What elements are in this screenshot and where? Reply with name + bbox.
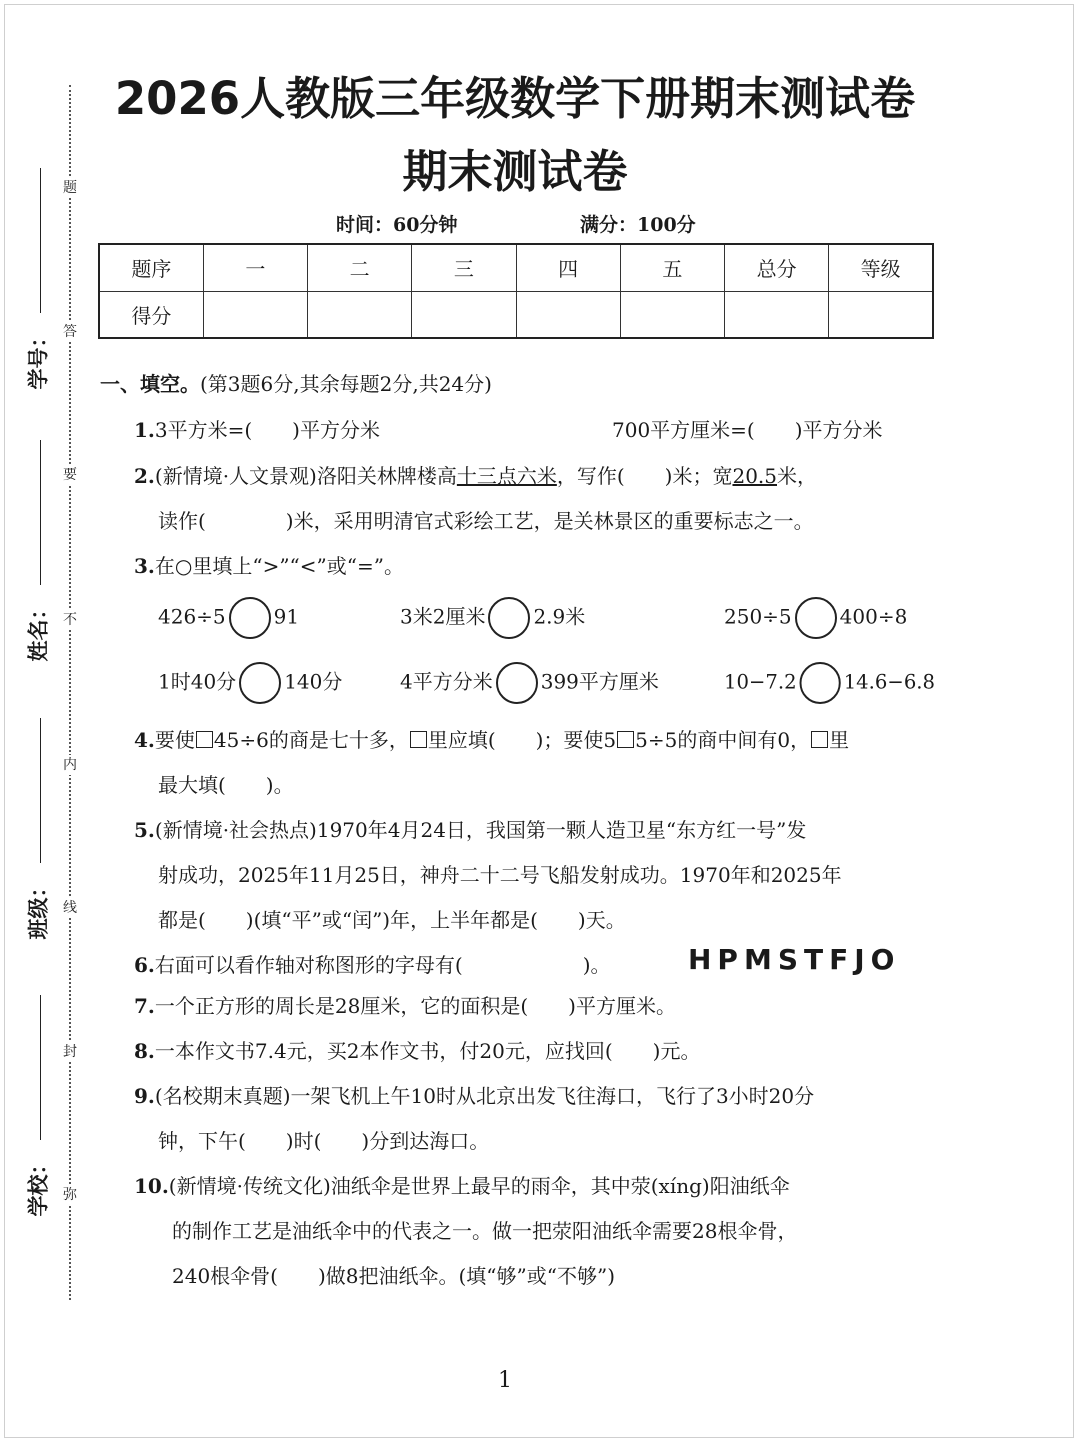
compare-item [158,662,342,704]
compare-right: 91 [273,604,300,629]
compare-left: 4平方分米 [400,669,493,694]
compare-left: 250÷5 [724,604,792,629]
q5-line-1: (新情境·社会热点)1970年4月24日，我国第一颗人造卫星“东方红一号”发 [154,818,807,842]
score-header-cell: 一 [203,244,307,291]
exam-title: 2026人教版三年级数学下册期末测试卷 [114,72,916,125]
score-header-cell: 题序 [99,244,203,291]
compare-item [724,597,907,639]
question-6 [134,949,611,978]
question-10 [134,1170,790,1199]
question-10-line-2: 的制作工艺是油纸伞中的代表之一。做一把荥阳油纸伞需要28根伞骨， [172,1219,798,1243]
score-row-label: 得分 [99,291,203,338]
question-number: 2. [134,464,155,488]
question-number: 8. [134,1039,155,1063]
score-cell[interactable] [620,291,724,338]
question-5 [134,814,806,843]
blank-square[interactable] [196,731,213,748]
symmetry-letters: HPMSTFJO [688,943,901,976]
student-id-line[interactable] [40,168,41,313]
seal-char: 答 [63,324,77,340]
compare-left: 3米2厘米 [400,604,486,629]
question-number: 4. [134,728,155,752]
compare-right: 2.9米 [533,604,586,629]
question-10-line-3: 240根伞骨( )做8把油纸伞。(填“够”或“不够”) [172,1264,616,1288]
seal-char: 封 [63,1044,77,1060]
section-note: (第3题6分,其余每题2分,共24分) [200,372,492,396]
seal-char: 不 [63,612,77,628]
compare-right: 399平方厘米 [540,669,659,694]
q10-line-1: (新情境·传统文化)油纸伞是世界上最早的雨伞，其中荥(xíng)阳油纸伞 [168,1174,790,1198]
question-number: 9. [134,1084,155,1108]
q3-text: 在○里填上“>”“<”或“=”。 [154,554,404,578]
compare-item [724,662,935,704]
score-header-cell: 五 [620,244,724,291]
question-number: 5. [134,818,155,842]
seal-char: 要 [63,467,77,483]
question-7 [134,990,676,1019]
question-1-b [612,414,883,443]
score-header-cell: 四 [516,244,620,291]
name-label: 姓名： [26,598,51,662]
question-4 [134,724,849,753]
question-5-line-2: 射成功，2025年11月25日，神舟二十二号飞船发射成功。1970年和2025年 [158,863,842,887]
score-cell[interactable] [829,291,933,338]
compare-left: 10−7.2 [724,669,797,694]
q4-text: 要使 [154,728,195,752]
compare-right: 14.6−6.8 [843,669,936,694]
score-header-cell: 三 [412,244,516,291]
q6-text: 右面可以看作轴对称图形的字母有( )。 [154,953,611,977]
page-number: 1 [498,1368,512,1393]
question-9 [134,1080,814,1109]
compare-item [400,597,585,639]
class-label: 班级： [26,876,51,940]
compare-left: 426÷5 [158,604,226,629]
question-number: 1. [134,418,155,442]
question-number: 3. [134,554,155,578]
compare-circle[interactable] [239,662,281,704]
school-label: 学校： [26,1153,51,1217]
blank-square[interactable] [617,731,634,748]
school-line[interactable] [40,995,41,1140]
q2-underlined-number: 20.5 [732,464,777,488]
seal-char: 线 [63,900,77,916]
score-table [98,243,934,339]
compare-right: 400÷8 [839,604,908,629]
compare-right: 140分 [284,669,343,694]
question-2 [134,460,817,489]
binding-strip [0,0,95,1443]
score-header-cell: 二 [308,244,412,291]
q7-text: 一个正方形的周长是28厘米，它的面积是( )平方厘米。 [154,994,676,1018]
question-8 [134,1035,700,1064]
question-1 [134,414,380,443]
compare-item [400,662,659,704]
score-cell[interactable] [725,291,829,338]
question-2-line-2: 读作( )米，采用明清官式彩绘工艺，是关林景区的重要标志之一。 [158,509,814,533]
question-number: 10. [134,1174,169,1198]
q2-text: 米， [777,464,817,488]
seal-char: 内 [63,757,77,773]
q1-part-a: 3平方米=( )平方分米 [154,418,380,442]
question-5-line-3: 都是( )(填“平”或“闰”)年，上半年都是( )天。 [158,908,626,932]
time-label: 时间：60分钟 [336,214,458,236]
compare-left: 1时40分 [158,669,237,694]
blank-square[interactable] [811,731,828,748]
compare-circle[interactable] [488,597,530,639]
student-id-label: 学号： [26,326,51,390]
q1-part-b: 700平方厘米=( )平方分米 [612,418,883,442]
question-number: 6. [134,953,155,977]
section-heading [100,368,492,397]
score-table-header-row [99,244,933,291]
compare-item [158,597,299,639]
question-9-line-2: 钟，下午( )时( )分到达海口。 [158,1129,490,1153]
class-line[interactable] [40,718,41,863]
question-4-line-2: 最大填( )。 [158,773,294,797]
compare-circle[interactable] [496,662,538,704]
score-table-score-row [99,291,933,338]
q4-text: 里 [829,728,850,752]
q2-text: (新情境·人文景观)洛阳关林牌楼高 [154,464,457,488]
q9-line-1: (名校期末真题)一架飞机上午10时从北京出发飞往海口，飞行了3小时20分 [154,1084,815,1108]
compare-circle[interactable] [795,597,837,639]
score-header-cell: 总分 [725,244,829,291]
section-title: 一、填空。 [100,372,200,396]
q2-text: ，写作( )米；宽 [556,464,733,488]
compare-circle[interactable] [229,597,271,639]
seal-dotted-line [69,85,71,1300]
question-number: 7. [134,994,155,1018]
score-cell[interactable] [412,291,516,338]
compare-circle[interactable] [800,662,841,704]
q8-text: 一本作文书7.4元，买2本作文书，付20元，应找回( )元。 [154,1039,701,1063]
score-cell[interactable] [203,291,307,338]
score-header-cell: 等级 [829,244,933,291]
question-3 [134,550,404,579]
score-cell[interactable] [516,291,620,338]
blank-square[interactable] [410,731,427,748]
full-score-label: 满分：100分 [580,214,696,236]
seal-char: 弥 [63,1187,77,1203]
q4-text: 5÷5的商中间有0， [635,728,811,752]
q4-text: 45÷6的商是七十多， [213,728,409,752]
q2-underlined-text: 十三点六米 [456,464,557,488]
name-line[interactable] [40,440,41,585]
score-cell[interactable] [308,291,412,338]
q4-text: 里应填( )；要使5 [427,728,617,752]
exam-subtitle: 期末测试卷 [402,145,628,198]
seal-char: 题 [63,180,77,196]
